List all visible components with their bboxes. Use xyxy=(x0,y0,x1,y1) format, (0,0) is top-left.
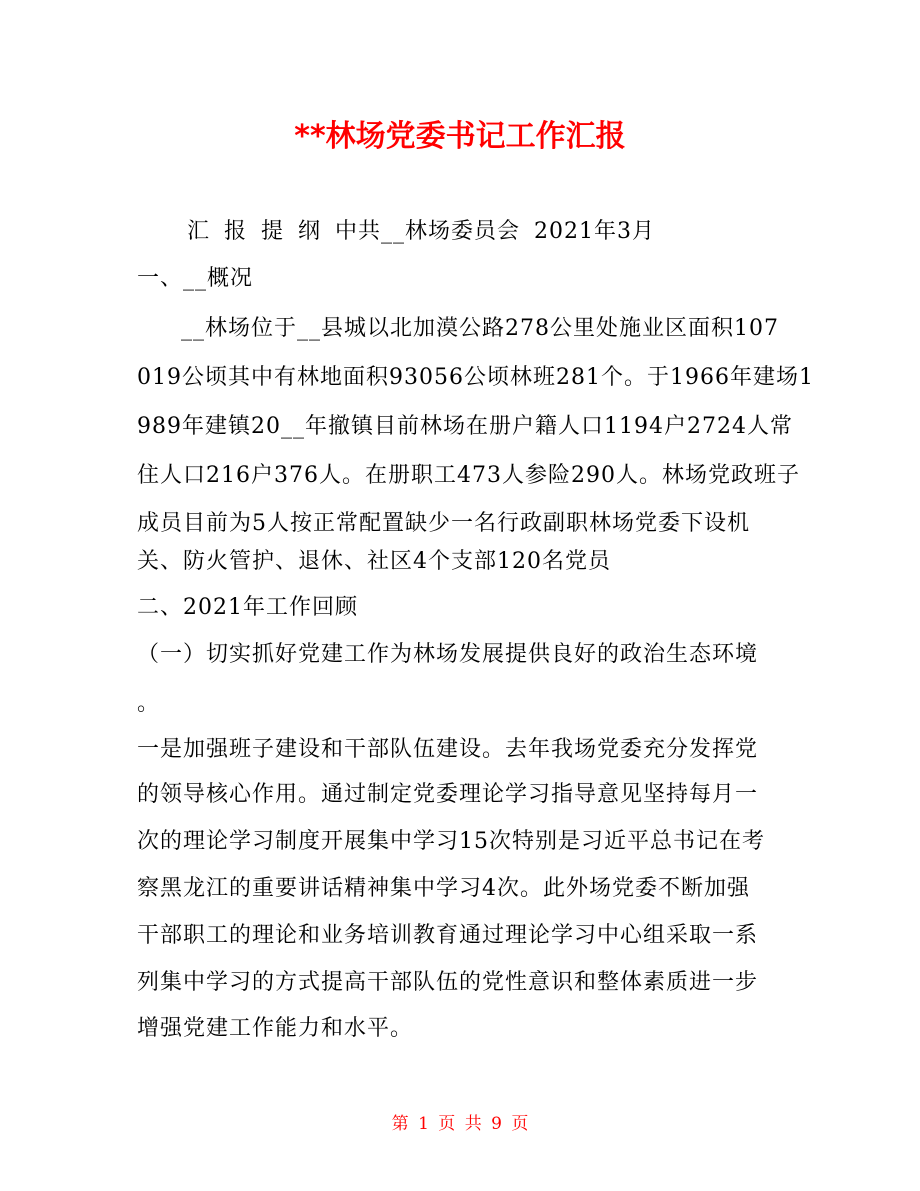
paragraph-line: 。 xyxy=(137,691,161,716)
paragraph-line: 列集中学习的方式提高干部队伍的党性意识和整体素质进一步 xyxy=(137,970,759,995)
report-outline-header: 汇 报 提 纲 中共__林场委员会 2021年3月 xyxy=(187,219,655,244)
paragraph-line: 关、防火管护、退休、社区4个支部120名党员 xyxy=(137,549,611,574)
paragraph-line: 989年建镇20__年撤镇目前林场在册户籍人口1194户2724人常 xyxy=(137,414,793,439)
section-heading-review: 二、2021年工作回顾 xyxy=(137,595,358,620)
paragraph-line: 成员目前为5人按正常配置缺少一名行政副职林场党委下设机 xyxy=(137,511,750,536)
paragraph-line: 一是加强班子建设和干部队伍建设。去年我场党委充分发挥党 xyxy=(137,737,759,762)
paragraph-line: __林场位于__县城以北加漠公路278公里处施业区面积107 xyxy=(181,316,779,341)
paragraph-line: 住人口216户376人。在册职工473人参险290人。林场党政班子 xyxy=(137,463,800,488)
subsection-heading: （一）切实抓好党建工作为林场发展提供良好的政治生态环境 xyxy=(137,642,759,667)
paragraph-line: 察黑龙江的重要讲话精神集中学习4次。此外场党委不断加强 xyxy=(137,876,750,901)
paragraph-line: 019公顷其中有林地面积93056公顷林班281个。于1966年建场1 xyxy=(137,365,814,390)
paragraph-line: 增强党建工作能力和水平。 xyxy=(137,1016,414,1041)
page-number-footer: 第 1 页 共 9 页 xyxy=(391,1114,529,1134)
paragraph-line: 次的理论学习制度开展集中学习15次特别是习近平总书记在考 xyxy=(137,829,765,854)
section-heading-overview: 一、__概况 xyxy=(137,266,254,291)
paragraph-line: 的领导核心作用。通过制定党委理论学习指导意见坚持每月一 xyxy=(137,782,759,807)
document-title: **林场党委书记工作汇报 xyxy=(294,119,626,154)
paragraph-line: 干部职工的理论和业务培训教育通过理论学习中心组采取一系 xyxy=(137,923,759,948)
